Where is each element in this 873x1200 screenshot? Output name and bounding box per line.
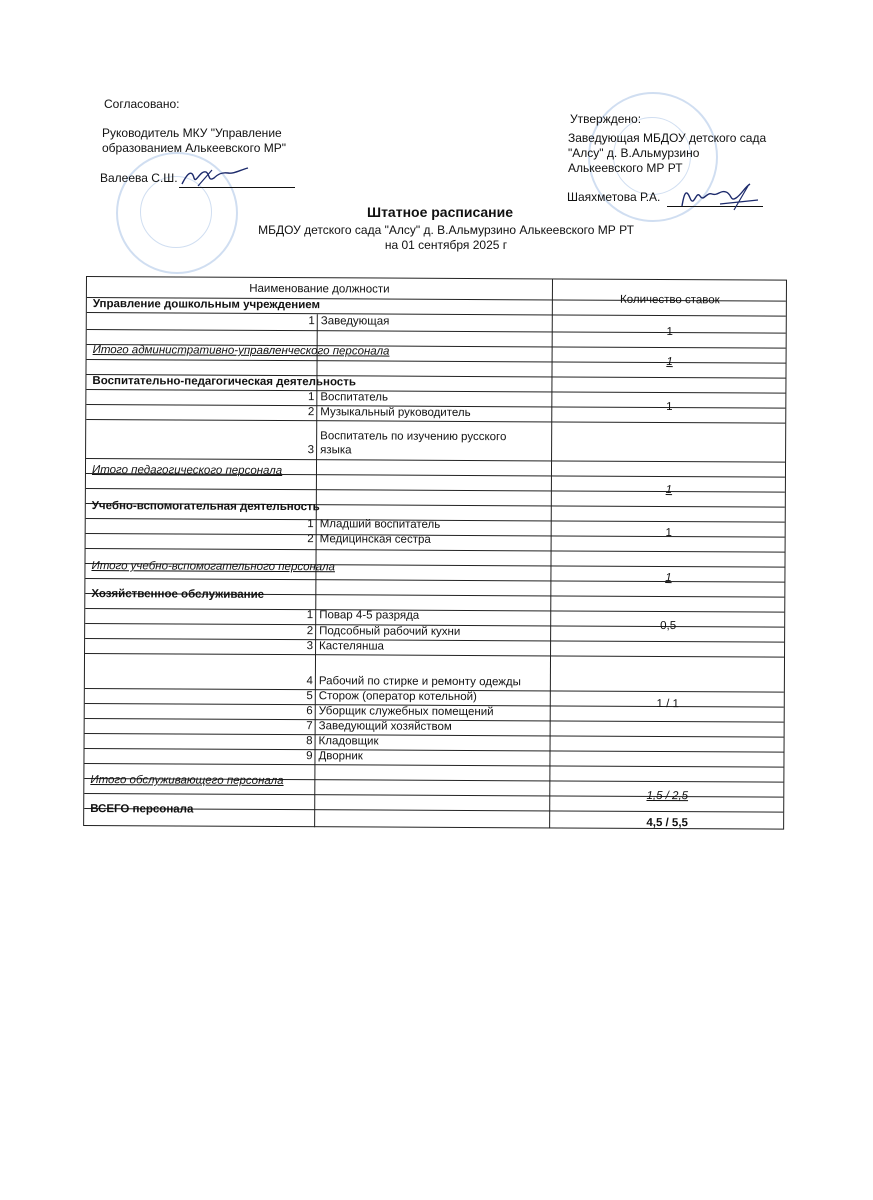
position-name: Подсобный рабочий кухни xyxy=(319,625,461,638)
row-number: 3 xyxy=(307,444,315,457)
rate-count: 1 xyxy=(666,401,673,414)
section-total-label: Итого учебно-вспомогательного персонала xyxy=(91,560,336,574)
position-name: Рабочий по стирке и ремонту одежды xyxy=(318,675,521,689)
row-line xyxy=(85,608,784,613)
row-number: 2 xyxy=(307,533,314,546)
row-number: 7 xyxy=(306,720,313,733)
row-number: 5 xyxy=(306,690,313,703)
approval-right-signer: Шаяхметова Р.А. xyxy=(567,190,661,204)
row-number: 3 xyxy=(306,640,314,653)
position-name: Кладовщик xyxy=(318,735,379,748)
row-line xyxy=(85,653,784,658)
rate-count: 1 xyxy=(665,527,672,540)
approval-left-position-1: Руководитель МКУ "Управление xyxy=(102,126,282,140)
row-number: 6 xyxy=(306,705,313,718)
row-number: 1 xyxy=(308,315,315,328)
row-number: 4 xyxy=(306,675,313,688)
position-name: Сторож (оператор котельной) xyxy=(318,690,477,704)
position-name: Дворник xyxy=(318,750,363,763)
section-title: Управление дошкольным учреждением xyxy=(92,298,321,312)
position-name: Младший воспитатель xyxy=(319,518,441,531)
section-total-value: 1 xyxy=(665,484,673,497)
rate-count-cook: 0,5 xyxy=(660,620,677,633)
position-name-line-1: Воспитатель по изучению русского xyxy=(320,430,507,444)
position-name: Музыкальный руководитель xyxy=(320,406,471,420)
row-line xyxy=(84,763,783,768)
rate-count: 1 xyxy=(666,326,673,339)
row-line xyxy=(85,748,784,753)
document-title: Штатное расписание xyxy=(367,204,514,220)
header-count: Количество ставок xyxy=(620,293,720,307)
section-total-value: 1 xyxy=(666,356,673,369)
section-total-value: 1,5 / 2,5 xyxy=(646,789,689,803)
approval-right-position-1: Заведующая МБДОУ детского сада xyxy=(568,131,767,145)
document-subtitle: МБДОУ детского сада "Алсу" д. В.Альмурзино Алькеевского МР РТ xyxy=(258,223,634,237)
grand-total-label: ВСЕГО персонала xyxy=(90,803,194,816)
position-name: Заведующая xyxy=(320,315,390,328)
row-number: 2 xyxy=(306,625,314,638)
approval-right-position-2: "Алсу" д. В.Альмурзино xyxy=(568,146,700,160)
approval-left-signer: Валеева С.Ш. xyxy=(100,171,178,185)
signature-right xyxy=(676,180,762,216)
row-number: 1 xyxy=(307,518,314,531)
section-title: Хозяйственное обслуживание xyxy=(91,588,265,601)
row-line xyxy=(86,548,785,553)
section-total-label: Итого обслуживающего персонала xyxy=(90,774,284,788)
position-name: Уборщик служебных помещений xyxy=(318,705,494,719)
section-title: Воспитательно-педагогическая деятельность xyxy=(92,375,356,389)
section-title: Учебно-вспомогательная деятельность xyxy=(91,500,320,514)
header-name: Наименование должности xyxy=(249,282,390,296)
position-name: Воспитатель xyxy=(320,391,389,404)
signature-left xyxy=(178,164,258,190)
row-line xyxy=(86,458,785,463)
staff-table xyxy=(83,276,787,830)
approval-left-caption: Согласовано: xyxy=(104,97,180,111)
section-total-label: Итого административно-управленческого персонала xyxy=(92,344,390,358)
approval-right-position-3: Алькеевского МР РТ xyxy=(568,161,683,175)
row-number: 1 xyxy=(306,609,314,622)
approval-left-position-2: образованием Алькеевского МР" xyxy=(102,141,286,155)
document-date: на 01 сентября 2025 г xyxy=(384,238,508,252)
position-name: Кастелянша xyxy=(319,640,385,653)
approval-right-caption: Утверждено: xyxy=(570,112,642,126)
section-total-value: 1 xyxy=(665,572,672,585)
position-name-line-2: языка xyxy=(320,444,352,457)
position-name: Заведующий хозяйством xyxy=(318,720,452,733)
row-line xyxy=(86,389,785,394)
section-total-label: Итого педагогического персонала xyxy=(91,464,283,478)
row-line xyxy=(87,312,786,317)
row-number: 2 xyxy=(307,406,315,419)
row-number: 1 xyxy=(307,391,315,404)
rate-count-guard: 1 / 1 xyxy=(656,697,679,711)
row-number: 9 xyxy=(306,750,313,763)
row-number: 8 xyxy=(306,735,313,748)
position-name: Повар 4-5 разряда xyxy=(319,609,420,622)
grand-total-value: 4,5 / 5,5 xyxy=(646,816,688,830)
position-name: Медицинская сестра xyxy=(319,533,431,546)
